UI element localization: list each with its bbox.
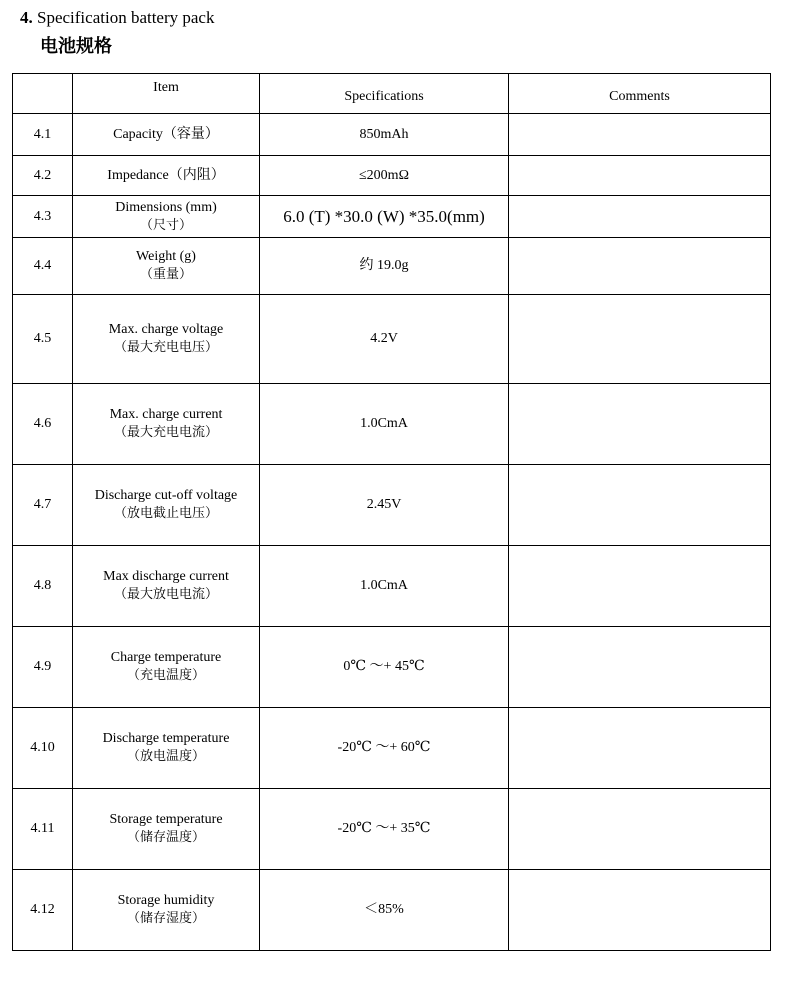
row-number: 4.5 bbox=[13, 295, 73, 384]
table-row bbox=[13, 156, 771, 196]
row-spec: 约 19.0g bbox=[260, 238, 509, 295]
row-comment bbox=[509, 114, 771, 156]
row-item-en: Storage temperature bbox=[109, 812, 223, 827]
header-number bbox=[13, 74, 73, 114]
row-spec: 4.2V bbox=[260, 295, 509, 384]
table-row bbox=[13, 295, 771, 384]
row-number: 4.7 bbox=[13, 465, 73, 546]
row-item-en: Discharge cut-off voltage bbox=[94, 488, 238, 503]
row-item-zh: （最大充电电流） bbox=[113, 425, 218, 440]
row-item bbox=[73, 238, 260, 295]
row-spec: 6.0 (T) *30.0 (W) *35.0(mm) bbox=[260, 196, 509, 238]
row-item-zh: （最大充电电压） bbox=[113, 340, 218, 355]
header-specifications-label: Specifications bbox=[344, 88, 424, 104]
table-row bbox=[13, 465, 771, 546]
row-number: 4.11 bbox=[13, 789, 73, 870]
row-comment bbox=[509, 384, 771, 465]
header-comments bbox=[509, 74, 771, 114]
row-spec: 850mAh bbox=[260, 114, 509, 156]
row-item bbox=[73, 708, 260, 789]
row-comment bbox=[509, 546, 771, 627]
row-item-en: Max. charge current bbox=[109, 407, 223, 422]
row-item-zh: （最大放电电流） bbox=[113, 587, 218, 602]
table-row bbox=[13, 627, 771, 708]
row-number: 4.4 bbox=[13, 238, 73, 295]
row-comment bbox=[509, 870, 771, 951]
row-spec: ＜85% bbox=[260, 870, 509, 951]
row-item-en: Dimensions (mm) bbox=[115, 199, 217, 215]
table-row bbox=[13, 196, 771, 238]
row-comment bbox=[509, 156, 771, 196]
row-item-en: Discharge temperature bbox=[102, 731, 230, 746]
row-comment bbox=[509, 708, 771, 789]
table-row bbox=[13, 870, 771, 951]
row-number: 4.8 bbox=[13, 546, 73, 627]
row-item-en: Weight (g) bbox=[136, 249, 196, 264]
row-spec: 1.0CmA bbox=[260, 546, 509, 627]
row-comment bbox=[509, 196, 771, 238]
row-item bbox=[73, 196, 260, 238]
row-comment bbox=[509, 238, 771, 295]
row-item bbox=[73, 465, 260, 546]
row-comment bbox=[509, 465, 771, 546]
row-item-zh: （储存湿度） bbox=[126, 911, 205, 926]
row-item-zh: （重量） bbox=[139, 267, 192, 282]
header-specifications bbox=[260, 74, 509, 114]
row-number: 4.1 bbox=[13, 114, 73, 156]
row-item-en: Max. charge voltage bbox=[108, 322, 224, 337]
row-comment bbox=[509, 295, 771, 384]
table-row bbox=[13, 789, 771, 870]
table-row bbox=[13, 384, 771, 465]
row-item-zh: （充电温度） bbox=[126, 668, 205, 683]
row-item bbox=[73, 870, 260, 951]
row-item bbox=[73, 627, 260, 708]
row-item bbox=[73, 384, 260, 465]
row-item-en: Charge temperature bbox=[110, 650, 222, 665]
table-header-row bbox=[13, 74, 771, 114]
row-spec: 1.0CmA bbox=[260, 384, 509, 465]
row-spec: ≤200mΩ bbox=[260, 156, 509, 196]
row-number: 4.10 bbox=[13, 708, 73, 789]
row-item-zh: （放电温度） bbox=[126, 749, 205, 764]
table-row bbox=[13, 546, 771, 627]
row-spec: -20℃ ～+ 35℃ bbox=[260, 789, 509, 870]
header-item-label: Item bbox=[153, 79, 179, 95]
section-number: 4. bbox=[20, 8, 33, 27]
row-item bbox=[73, 789, 260, 870]
row-item-zh: （储存温度） bbox=[126, 830, 205, 845]
section-subtitle-chinese: 电池规格 bbox=[40, 36, 112, 57]
row-item-en: Max discharge current bbox=[103, 569, 229, 584]
row-spec: -20℃ ～+ 60℃ bbox=[260, 708, 509, 789]
row-item-en: Capacity（容量） bbox=[113, 126, 219, 142]
row-item bbox=[73, 156, 260, 196]
row-number: 4.3 bbox=[13, 196, 73, 238]
section-heading bbox=[20, 8, 214, 28]
row-item-en: Impedance（内阻） bbox=[107, 167, 225, 183]
row-item-en: Storage humidity bbox=[117, 893, 215, 908]
row-item bbox=[73, 114, 260, 156]
header-comments-label: Comments bbox=[609, 88, 670, 104]
row-item bbox=[73, 295, 260, 384]
header-item bbox=[73, 74, 260, 114]
row-spec: 2.45V bbox=[260, 465, 509, 546]
row-number: 4.2 bbox=[13, 156, 73, 196]
section-title: Specification battery pack bbox=[37, 8, 215, 27]
row-spec: 0℃ ～+ 45℃ bbox=[260, 627, 509, 708]
row-comment bbox=[509, 789, 771, 870]
row-number: 4.9 bbox=[13, 627, 73, 708]
row-item-zh: （尺寸） bbox=[139, 217, 192, 233]
table-row bbox=[13, 708, 771, 789]
table-row bbox=[13, 238, 771, 295]
table-row bbox=[13, 114, 771, 156]
row-number: 4.6 bbox=[13, 384, 73, 465]
row-comment bbox=[509, 627, 771, 708]
specification-table bbox=[12, 73, 771, 951]
row-item bbox=[73, 546, 260, 627]
row-item-zh: （放电截止电压） bbox=[113, 506, 218, 521]
row-number: 4.12 bbox=[13, 870, 73, 951]
